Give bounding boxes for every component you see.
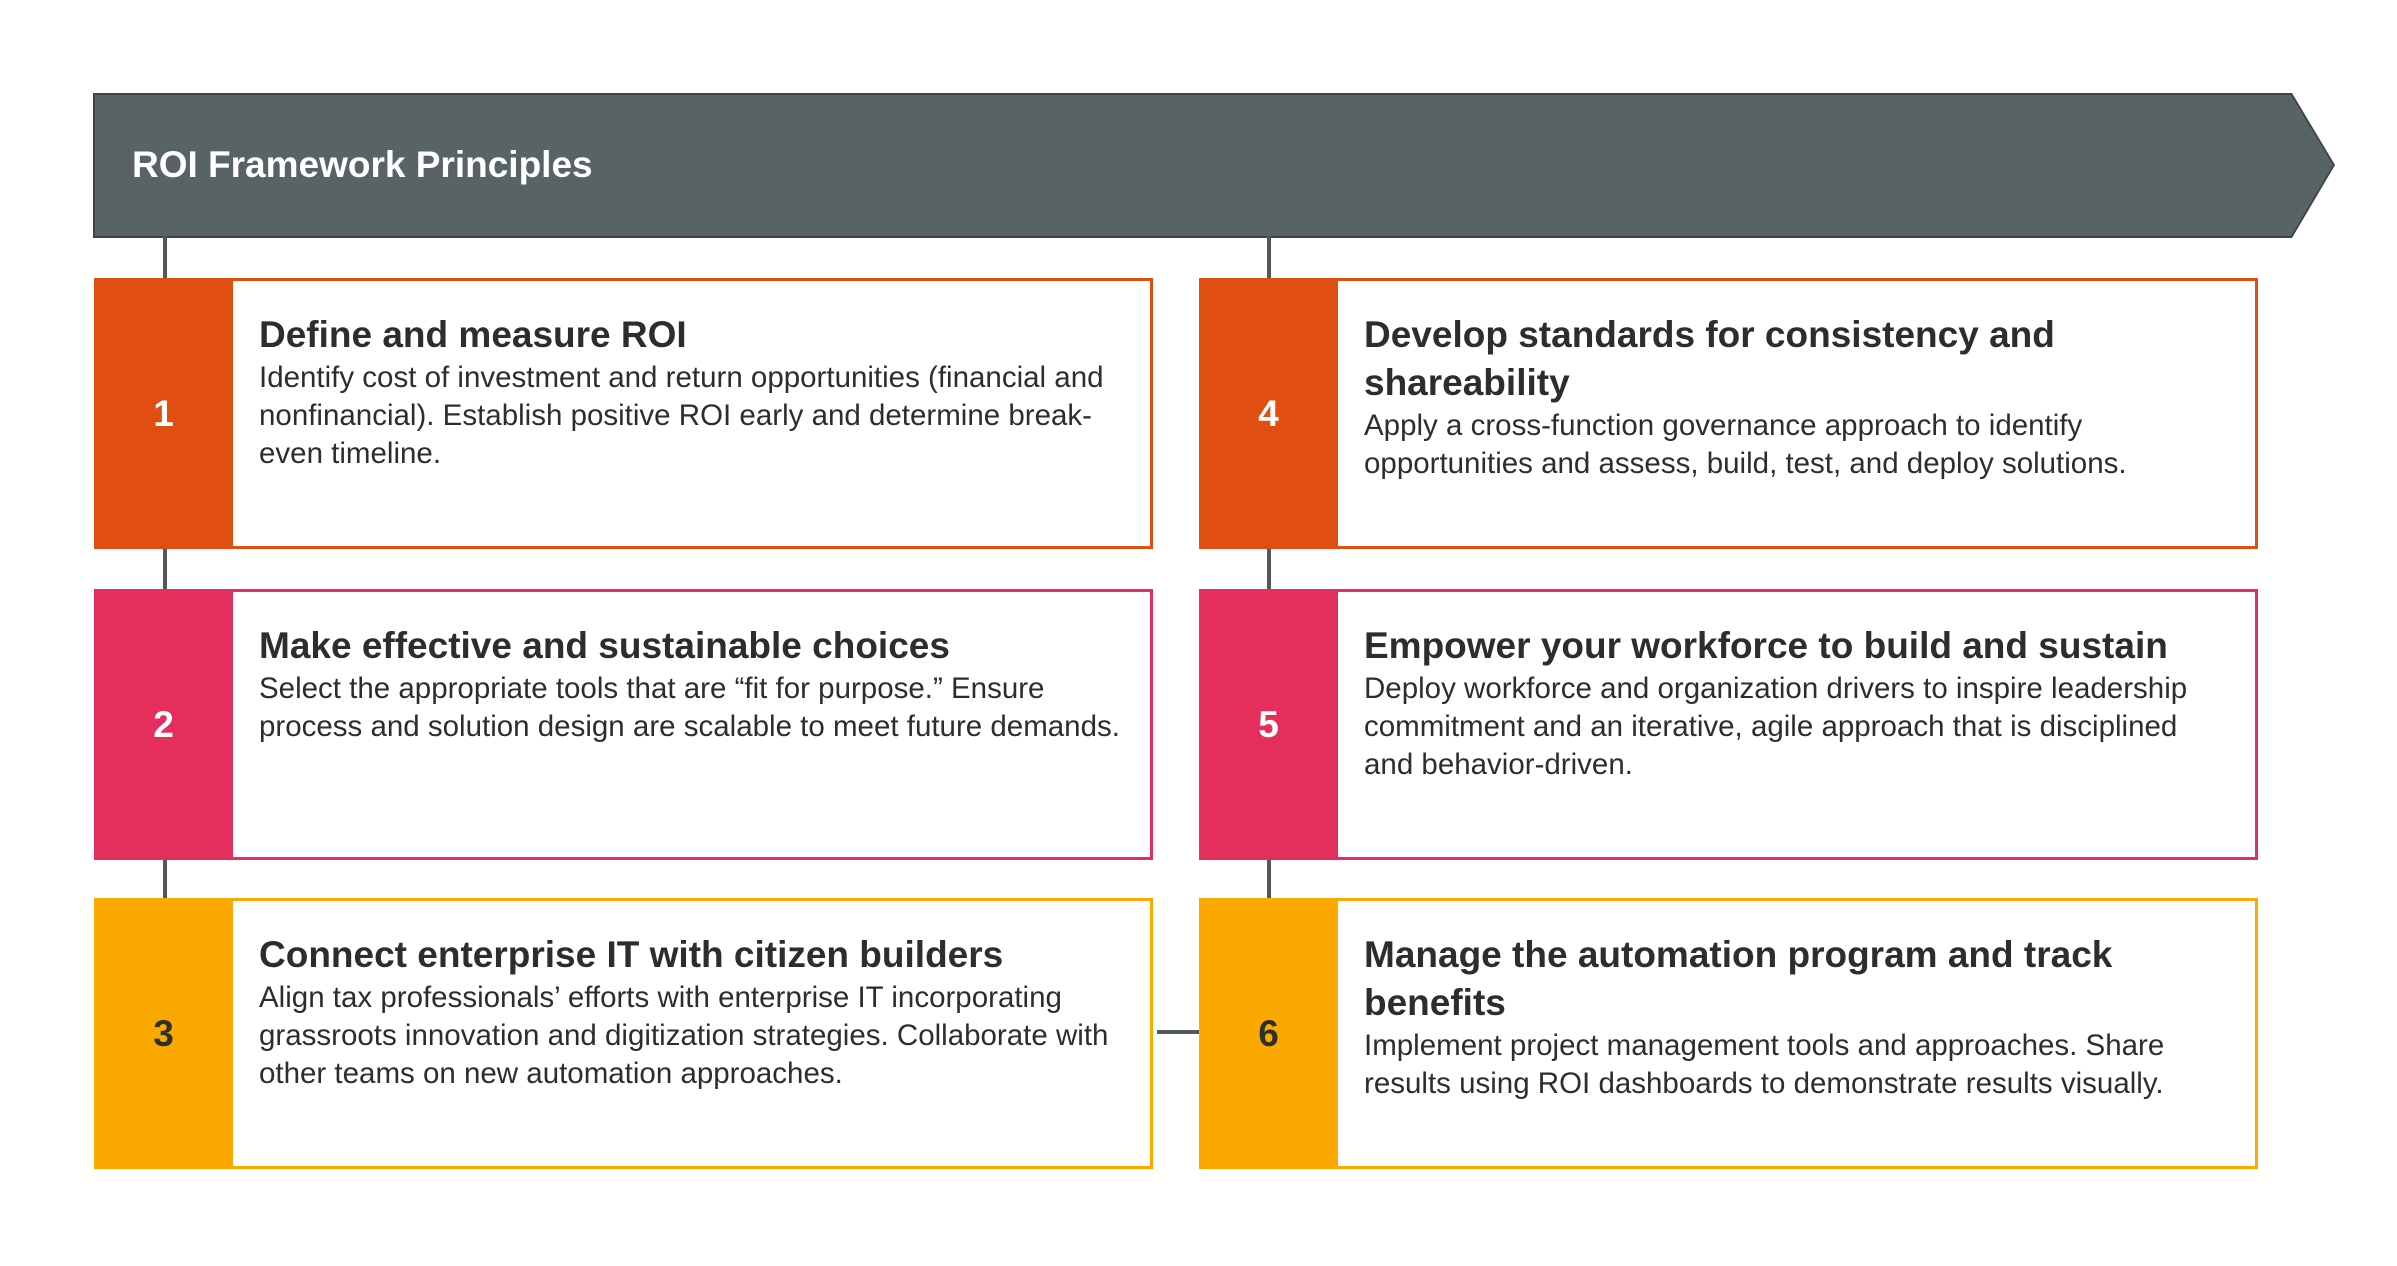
principle-card-6: [1199, 898, 2258, 1169]
principle-number-3: 3: [94, 898, 233, 1169]
diagram-title: ROI Framework Principles: [132, 144, 593, 185]
principle-description-1: Identify cost of investment and return opportunities (financial and nonfinancial). Establish positive ROI early and determine break-even timeline.: [259, 361, 1104, 470]
principle-title-2: Make effective and sustainable choices: [259, 625, 950, 666]
connector-3-to-6: [1157, 1030, 1201, 1034]
connector-left-1: [163, 236, 167, 278]
principle-card-1: [94, 278, 1153, 549]
principle-card-3: [94, 898, 1153, 1169]
principle-number-1: 1: [94, 278, 233, 549]
principle-description-2: Select the appropriate tools that are “fit for purpose.” Ensure process and solution design are scalable to meet future demands.: [259, 672, 1120, 743]
principle-number-2: 2: [94, 589, 233, 860]
principle-number-6: 6: [1199, 898, 1338, 1169]
principle-card-4: [1199, 278, 2258, 549]
connector-right-2: [1267, 549, 1271, 589]
principle-description-4: Apply a cross-function governance approach to identify opportunities and assess, build, test, and deploy solutions.: [1364, 409, 2127, 480]
principle-title-5: Empower your workforce to build and sustain: [1364, 625, 2168, 666]
principle-card-5: [1199, 589, 2258, 860]
principle-title-3: Connect enterprise IT with citizen builders: [259, 934, 1004, 975]
principle-description-6: Implement project management tools and approaches. Share results using ROI dashboards to demonstrate results visually.: [1364, 1029, 2165, 1100]
connector-right-1: [1267, 236, 1271, 278]
principle-number-5: 5: [1199, 589, 1338, 860]
principle-title-4: Develop standards for consistency and shareability: [1364, 314, 2055, 403]
principle-description-3: Align tax professionals’ efforts with enterprise IT incorporating grassroots innovation and digitization strategies. Collaborate with other teams on new automation approaches.: [259, 981, 1109, 1090]
principle-title-1: Define and measure ROI: [259, 314, 687, 355]
connector-left-2: [163, 549, 167, 589]
principle-number-4: 4: [1199, 278, 1338, 549]
connector-left-3: [163, 858, 167, 898]
principle-card-2: [94, 589, 1153, 860]
principle-description-5: Deploy workforce and organization drivers to inspire leadership commitment and an iterative, agile approach that is disciplined and behavior-driven.: [1364, 672, 2188, 781]
principle-title-6: Manage the automation program and track benefits: [1364, 934, 2113, 1023]
connector-right-3: [1267, 858, 1271, 898]
